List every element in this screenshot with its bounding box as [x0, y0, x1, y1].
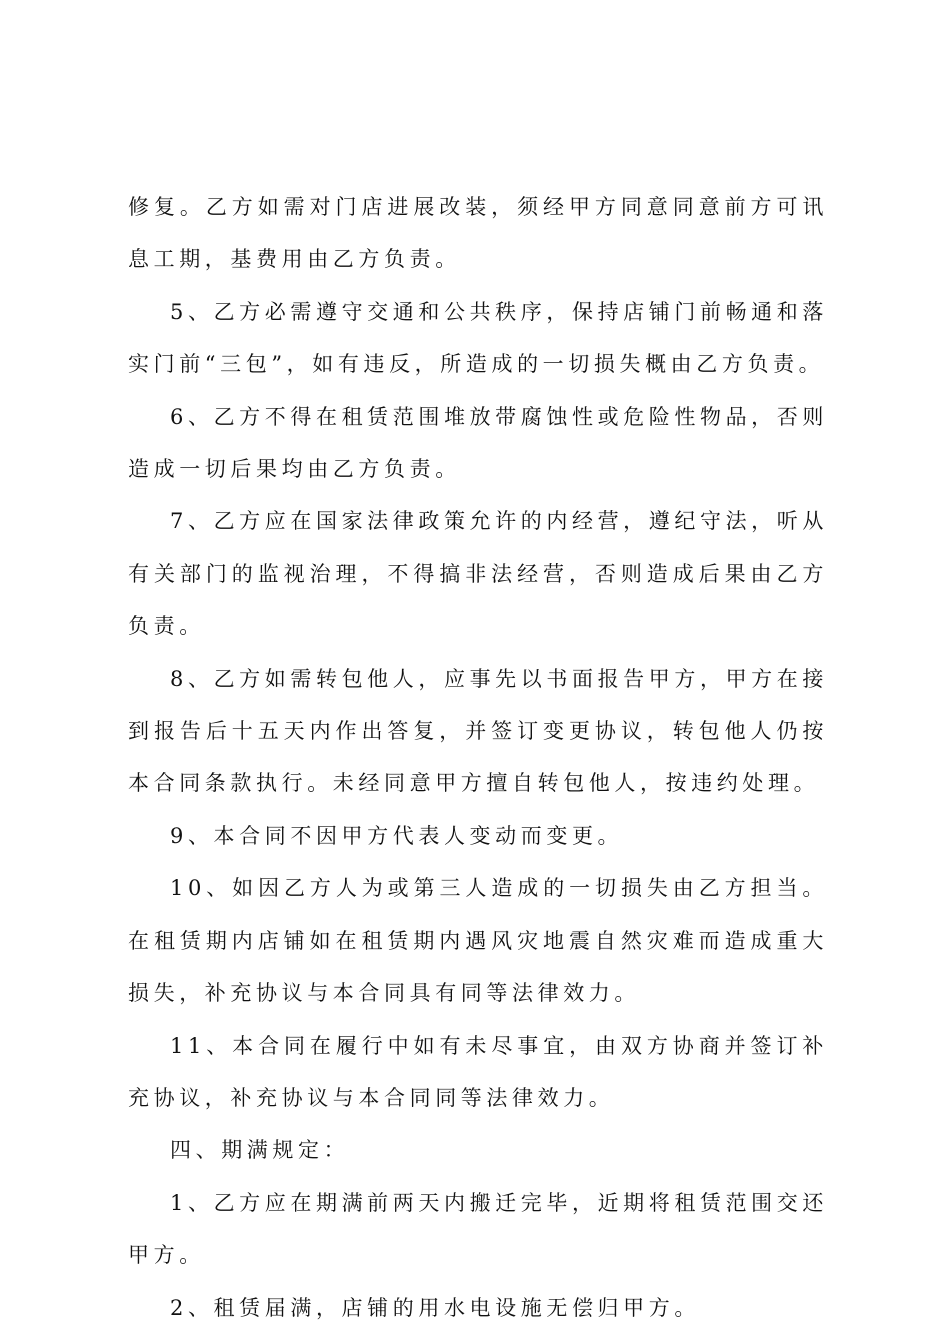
document-body [128, 181, 828, 1334]
clause-7: 7、乙方应在国家法律政策允许的内经营，遵纪守法，听从有关部门的监视治理，不得搞非法经营，否则造成后果由乙方负责。 [128, 509, 828, 639]
expiry-clause-1: 1、乙方应在期满前两天内搬迁完毕，近期将租赁范围交还甲方。 [128, 1190, 828, 1268]
clause-5: 5、乙方必需遵守交通和公共秩序，保持店铺门前畅通和落实门前“三包”，如有违反，所造成的一切损失概由乙方负责。 [128, 299, 828, 377]
section-heading-expiry: 四、期满规定： [170, 1138, 350, 1163]
clause-10: 10、如因乙方人为或第三人造成的一切损失由乙方担当。在租赁期内店铺如在租赁期内遇风灾地震自然灾难而造成重大损失，补充协议与本合同具有同等法律效力。 [128, 876, 828, 1006]
expiry-clause-2: 2、租赁届满，店铺的用水电设施无偿归甲方。 [170, 1295, 700, 1320]
clause-8: 8、乙方如需转包他人，应事先以书面报告甲方，甲方在接到报告后十五天内作出答复，并签订变更协议，转包他人仍按本合同条款执行。未经同意甲方擅自转包他人，按违约处理。 [128, 666, 828, 796]
clause-9: 9、本合同不因甲方代表人变动而变更。 [170, 823, 624, 848]
paragraph-continuation: 修复。乙方如需对门店进展改装，须经甲方同意同意前方可讯息工期，基费用由乙方负责。 [128, 195, 828, 272]
clause-11: 11、本合同在履行中如有未尽事宜，由双方协商并签订补充协议，补充协议与本合同同等法律效力。 [128, 1033, 828, 1110]
clause-6: 6、乙方不得在租赁范围堆放带腐蚀性或危险性物品，否则造成一切后果均由乙方负责。 [128, 404, 828, 482]
